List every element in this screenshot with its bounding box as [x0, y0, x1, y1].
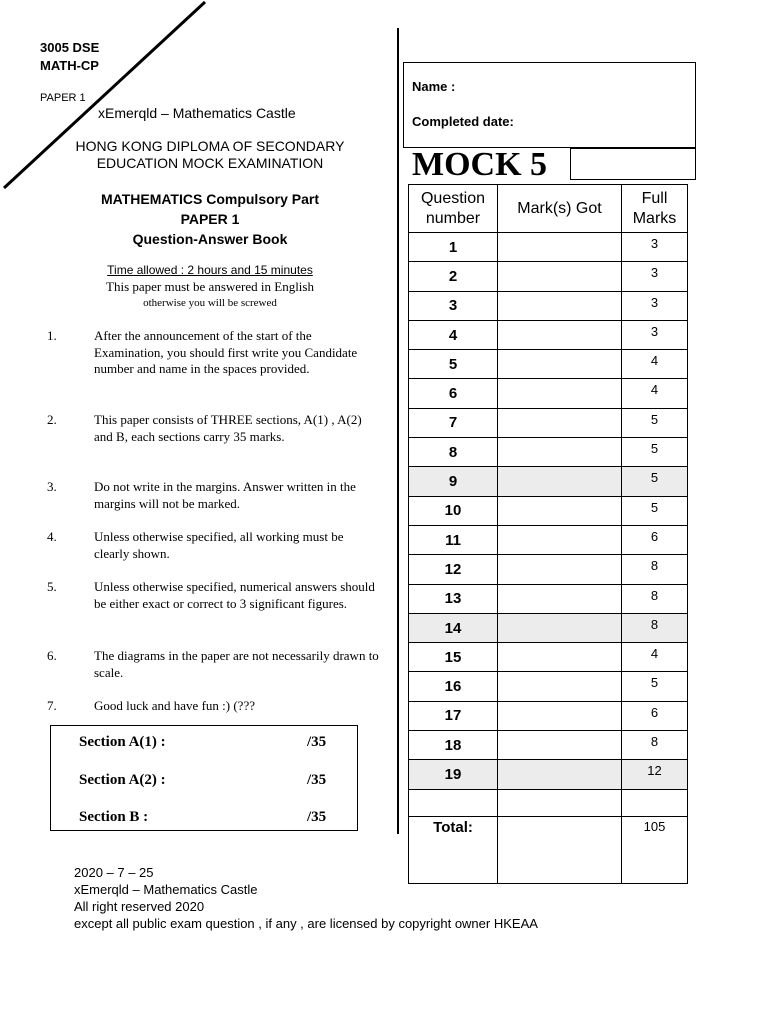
question-number-cell: 6: [409, 379, 498, 408]
question-number-cell: 13: [409, 584, 498, 613]
table-row: [409, 262, 688, 291]
table-row: [409, 320, 688, 349]
section-max: /35: [307, 809, 327, 825]
brand-name: xEmerqld – Mathematics Castle: [98, 105, 296, 121]
table-blank-row: [409, 789, 688, 816]
name-label: Name :: [412, 79, 456, 94]
subject-line2: PAPER 1: [180, 211, 240, 227]
instruction-item: [47, 328, 377, 388]
full-marks-cell: 5: [622, 672, 688, 701]
full-marks-cell: 4: [622, 643, 688, 672]
footer-rights: All right reserved 2020: [74, 899, 205, 914]
table-row: [409, 379, 688, 408]
footer-brand: xEmerqld – Mathematics Castle: [74, 882, 258, 897]
question-number-cell: 9: [409, 467, 498, 496]
exam-title-line2: EDUCATION MOCK EXAMINATION: [96, 155, 324, 171]
total-full-marks: 105: [622, 816, 688, 883]
table-row: [409, 643, 688, 672]
marks-got-cell[interactable]: [498, 438, 622, 467]
full-marks-cell: 6: [622, 525, 688, 554]
instruction-text: Good luck and have fun :) (???: [94, 698, 255, 713]
table-row: [409, 291, 688, 320]
page-divider: [397, 28, 399, 834]
question-number-cell: 8: [409, 438, 498, 467]
time-allowed-text: Time allowed : 2 hours and 15 minutes: [107, 263, 313, 277]
instruction-number: 3.: [47, 479, 57, 494]
footer-date: 2020 – 7 – 25: [74, 865, 154, 880]
marks-got-cell[interactable]: [498, 643, 622, 672]
question-number-cell: 12: [409, 555, 498, 584]
table-row: [409, 350, 688, 379]
question-number-cell: 5: [409, 350, 498, 379]
marks-table: [408, 184, 688, 884]
question-number-cell: 17: [409, 701, 498, 730]
question-number-cell: 14: [409, 613, 498, 642]
subject-line1: MATHEMATICS Compulsory Part: [100, 191, 320, 207]
section-label: Section A(1) :: [79, 734, 166, 750]
header-question-number: Question number: [409, 185, 498, 233]
question-number-cell: 16: [409, 672, 498, 701]
table-row: [409, 233, 688, 262]
instruction-number: 2.: [47, 412, 57, 427]
table-row: [409, 555, 688, 584]
instruction-text: Do not write in the margins. Answer written in the margins will not be marked.: [94, 479, 356, 511]
marks-got-cell[interactable]: [498, 350, 622, 379]
footer-license: except all public exam question , if any , are licensed by copyright owner HKEAA: [74, 916, 538, 931]
instruction-number: 7.: [47, 698, 57, 713]
mock-blank-box: [570, 148, 696, 180]
full-marks-cell: 3: [622, 320, 688, 349]
instruction-text: The diagrams in the paper are not necessarily drawn to scale.: [94, 648, 379, 680]
blank-cell: [498, 789, 622, 816]
question-number-cell: 15: [409, 643, 498, 672]
sections-score-box: [50, 725, 358, 831]
total-label: Total:: [409, 816, 498, 883]
header-full-marks: Full Marks: [622, 185, 688, 233]
full-marks-cell: 5: [622, 438, 688, 467]
question-number-cell: 2: [409, 262, 498, 291]
table-header-row: [409, 185, 688, 233]
language-note: This paper must be answered in English: [106, 279, 314, 294]
question-number-cell: 4: [409, 320, 498, 349]
marks-got-cell[interactable]: [498, 291, 622, 320]
table-row: [409, 525, 688, 554]
paper-tag: PAPER 1: [40, 92, 86, 104]
table-row: [409, 701, 688, 730]
question-number-cell: 3: [409, 291, 498, 320]
instruction-text: This paper consists of THREE sections, A(1) , A(2) and B, each sections carry 35 marks.: [94, 412, 362, 444]
instruction-number: 5.: [47, 579, 57, 594]
marks-got-cell[interactable]: [498, 613, 622, 642]
marks-got-cell[interactable]: [498, 672, 622, 701]
section-max: /35: [307, 734, 327, 750]
table-row: [409, 672, 688, 701]
marks-got-cell[interactable]: [498, 233, 622, 262]
question-number-cell: 19: [409, 760, 498, 789]
marks-got-cell[interactable]: [498, 496, 622, 525]
marks-got-cell[interactable]: [498, 525, 622, 554]
marks-got-cell[interactable]: [498, 731, 622, 760]
full-marks-cell: 6: [622, 701, 688, 730]
table-row: [409, 584, 688, 613]
marks-got-cell[interactable]: [498, 408, 622, 437]
instruction-number: 6.: [47, 648, 57, 663]
table-row: [409, 731, 688, 760]
marks-got-cell[interactable]: [498, 760, 622, 789]
table-row: [409, 760, 688, 789]
language-subnote: otherwise you will be screwed: [143, 297, 277, 309]
candidate-info-box: [403, 62, 696, 148]
exam-code-line2: MATH-CP: [40, 58, 99, 73]
question-number-cell: 10: [409, 496, 498, 525]
full-marks-cell: 8: [622, 731, 688, 760]
table-row: [409, 438, 688, 467]
instruction-text: Unless otherwise specified, all working must be clearly shown.: [94, 529, 344, 561]
full-marks-cell: 8: [622, 613, 688, 642]
time-allowed: [40, 263, 380, 277]
exam-code-line1: 3005 DSE: [40, 40, 100, 55]
section-label: Section A(2) :: [79, 772, 166, 788]
full-marks-cell: 3: [622, 262, 688, 291]
blank-cell: [622, 789, 688, 816]
question-number-cell: 11: [409, 525, 498, 554]
mock-title: MOCK 5: [412, 146, 548, 183]
marks-got-cell[interactable]: [498, 379, 622, 408]
subject-line3: Question-Answer Book: [132, 231, 288, 247]
table-row: [409, 408, 688, 437]
table-row: [409, 496, 688, 525]
full-marks-cell: 8: [622, 584, 688, 613]
section-label: Section B :: [79, 809, 149, 825]
full-marks-cell: 5: [622, 496, 688, 525]
question-number-cell: 1: [409, 233, 498, 262]
blank-cell: [409, 789, 498, 816]
instruction-text: After the announcement of the start of the Examination, you should first write you Candidate number and name in the spaces provided.: [94, 328, 358, 376]
marks-got-cell[interactable]: [498, 467, 622, 496]
table-row: [409, 467, 688, 496]
full-marks-cell: 4: [622, 350, 688, 379]
footer: [74, 864, 538, 932]
full-marks-cell: 4: [622, 379, 688, 408]
full-marks-cell: 3: [622, 291, 688, 320]
instruction-number: 4.: [47, 529, 57, 544]
table-row: [409, 613, 688, 642]
marks-got-cell[interactable]: [498, 262, 622, 291]
full-marks-cell: 5: [622, 408, 688, 437]
full-marks-cell: 12: [622, 760, 688, 789]
instruction-text: Unless otherwise specified, numerical answers should be either exact or correct to 3 significant figures.: [94, 579, 375, 611]
marks-got-cell[interactable]: [498, 555, 622, 584]
instruction-item: [47, 412, 377, 472]
question-number-cell: 7: [409, 408, 498, 437]
exam-title-line1: HONG KONG DIPLOMA OF SECONDARY: [75, 138, 345, 154]
marks-got-cell[interactable]: [498, 701, 622, 730]
full-marks-cell: 5: [622, 467, 688, 496]
marks-got-cell[interactable]: [498, 584, 622, 613]
full-marks-cell: 3: [622, 233, 688, 262]
instruction-item: [47, 579, 377, 639]
full-marks-cell: 8: [622, 555, 688, 584]
section-max: /35: [307, 772, 327, 788]
header-marks-got: Mark(s) Got: [498, 185, 622, 233]
marks-got-cell[interactable]: [498, 320, 622, 349]
question-number-cell: 18: [409, 731, 498, 760]
completed-date-label: Completed date:: [412, 114, 514, 129]
instruction-number: 1.: [47, 328, 57, 343]
